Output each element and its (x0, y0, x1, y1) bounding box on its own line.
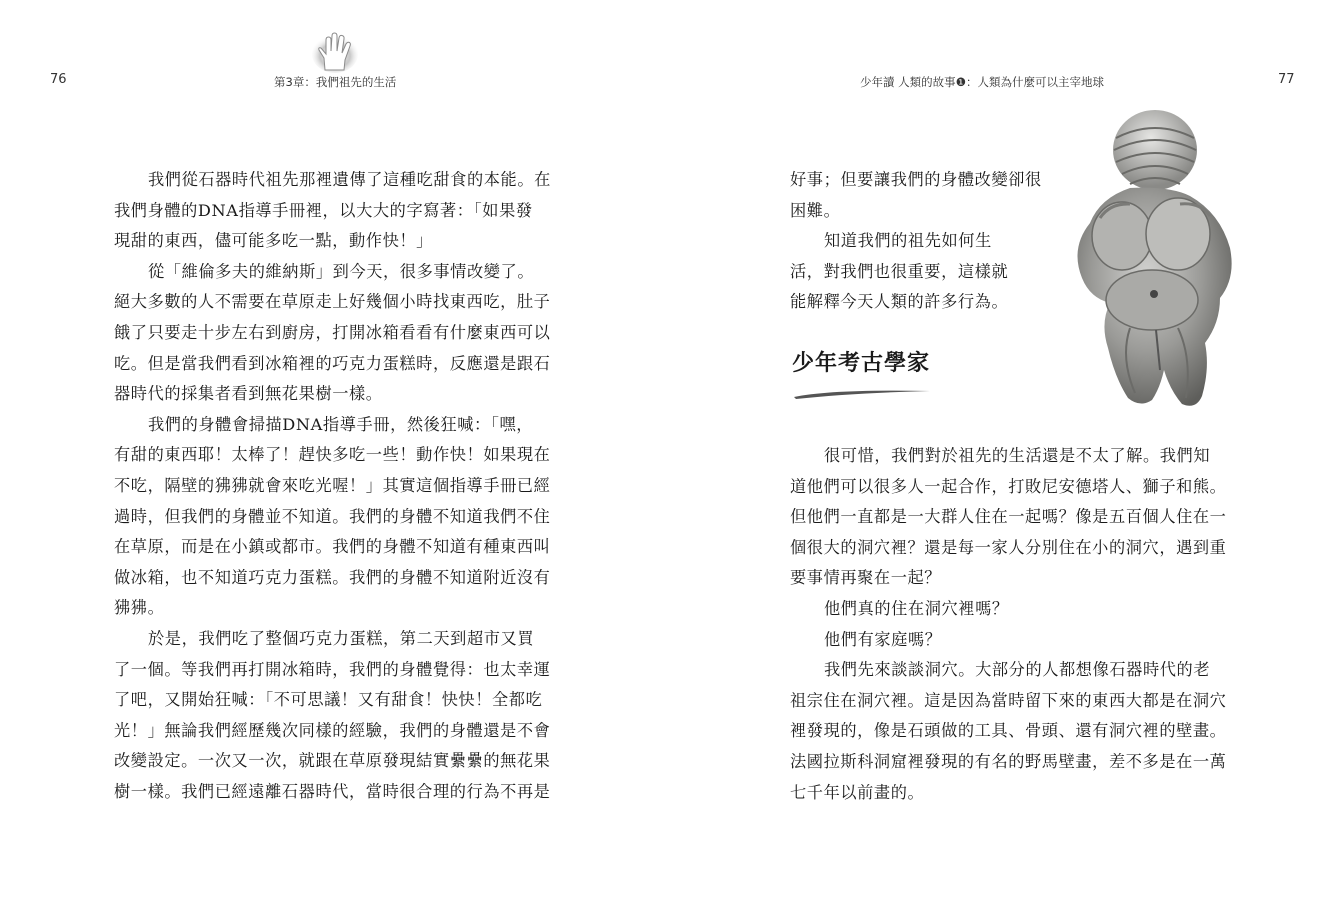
text-line: 但他們一直都是一大群人住在一起嗎？像是五百個人住在一 (790, 507, 1227, 527)
text-line: 他們真的住在洞穴裡嗎？ (824, 599, 1009, 618)
page-number-left: 76 (50, 72, 67, 87)
section-heading: 少年考古學家 (792, 351, 931, 376)
text-line: 在草原，而是在小鎮或都市。我們的身體不知道有種東西叫 (114, 537, 551, 557)
text-line: 道他們可以很多人一起合作，打敗尼安德塔人、獅子和熊。 (790, 476, 1227, 496)
text-line: 絕大多數的人不需要在草原走上好幾個小時找東西吃，肚子 (114, 292, 551, 312)
text-line: 過時，但我們的身體並不知道。我們的身體不知道我們不住 (114, 506, 551, 526)
text-line: 困難。 (790, 200, 841, 220)
text-line: 個很大的洞穴裡？還是每一家人分別住在小的洞穴，遇到重 (790, 537, 1227, 557)
text-line: 我們身體的DNA指導手冊裡，以大大的字寫著：「如果發 (114, 200, 533, 220)
text-line: 活，對我們也很重要，這樣就 (790, 261, 1009, 281)
heading-brush-rule (792, 385, 932, 401)
running-head-right: 少年讀 人類的故事❶：人類為什麼可以主宰地球 (860, 75, 1104, 89)
text-line: 不吃，隔壁的狒狒就會來吃光喔！」其實這個指導手冊已經 (114, 476, 551, 495)
text-line: 好事；但要讓我們的身體改變卻很 (790, 170, 1042, 189)
text-line: 改變設定。一次又一次，就跟在草原發現結實纍纍的無花果 (114, 751, 551, 771)
venus-figurine-icon (1060, 108, 1245, 413)
text-line: 我們先來談談洞穴。大部分的人都想像石器時代的老 (824, 660, 1211, 680)
text-line: 法國拉斯科洞窟裡發現的有名的野馬壁畫，差不多是在一萬 (790, 752, 1227, 771)
text-line: 我們的身體會掃描DNA指導手冊，然後狂喊：「嘿， (148, 414, 534, 434)
text-line: 器時代的採集者看到無花果樹一樣。 (114, 384, 383, 404)
hand-icon (310, 30, 360, 74)
text-line: 能解釋今天人類的許多行為。 (790, 292, 1009, 312)
text-line: 狒狒。 (114, 598, 165, 618)
text-line: 於是，我們吃了整個巧克力蛋糕，第二天到超市又買 (148, 629, 535, 648)
text-line: 很可惜，我們對於祖先的生活還是不太了解。我們知 (824, 446, 1211, 465)
text-line: 了吧，又開始狂喊：「不可思議！又有甜食！快快！全都吃 (114, 690, 543, 710)
text-line: 現甜的東西，儘可能多吃一點，動作快！」 (114, 231, 433, 251)
text-line: 從「維倫多夫的維納斯」到今天，很多事情改變了。 (148, 261, 535, 281)
text-line: 光！」無論我們經歷幾次同樣的經驗，我們的身體還是不會 (114, 720, 551, 740)
text-line: 要事情再聚在一起？ (790, 568, 942, 588)
text-line: 有甜的東西耶！太棒了！趕快多吃一些！動作快！如果現在 (114, 445, 551, 465)
text-line: 吃。但是當我們看到冰箱裡的巧克力蛋糕時，反應還是跟石 (114, 353, 551, 373)
running-head-left: 第3章：我們祖先的生活 (274, 75, 397, 89)
text-line: 他們有家庭嗎？ (824, 629, 942, 649)
page-number-right: 77 (1278, 72, 1295, 87)
text-line: 祖宗住在洞穴裡。這是因為當時留下來的東西大都是在洞穴 (790, 690, 1227, 710)
text-line: 樹一樣。我們已經遠離石器時代，當時很合理的行為不再是 (114, 782, 551, 801)
text-line: 七千年以前畫的。 (790, 782, 925, 802)
text-line: 裡發現的，像是石頭做的工具、骨頭、還有洞穴裡的壁畫。 (790, 721, 1227, 741)
text-line: 知道我們的祖先如何生 (824, 231, 992, 251)
text-line: 了一個。等我們再打開冰箱時，我們的身體覺得：也太幸運 (114, 659, 551, 679)
text-line: 餓了只要走十步左右到廚房，打開冰箱看看有什麼東西可以 (114, 323, 551, 342)
text-line: 我們從石器時代祖先那裡遺傳了這種吃甜食的本能。在 (148, 170, 551, 189)
text-line: 做冰箱，也不知道巧克力蛋糕。我們的身體不知道附近沒有 (114, 567, 551, 587)
